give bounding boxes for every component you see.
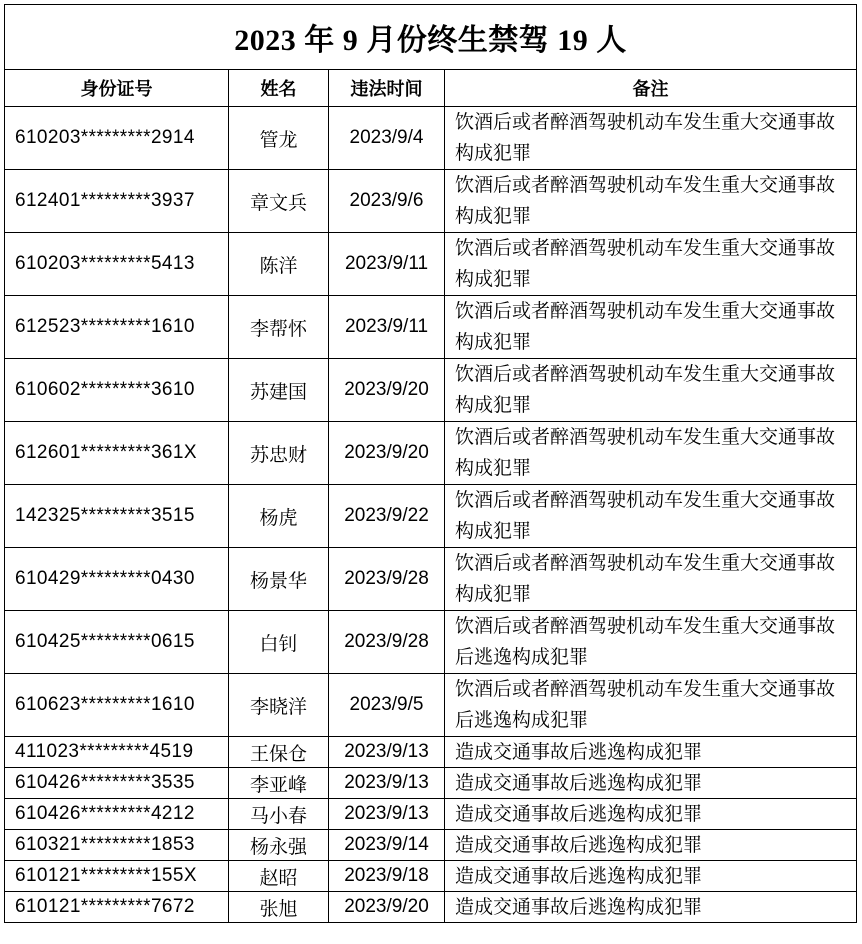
table-row xyxy=(5,485,857,548)
date-cell: 2023/9/13 xyxy=(329,768,445,799)
table-row xyxy=(5,830,857,861)
name-cell: 管龙 xyxy=(229,107,329,170)
date-cell: 2023/9/20 xyxy=(329,422,445,485)
id-cell: 610203*********5413 xyxy=(5,233,229,296)
column-header-note: 备注 xyxy=(445,70,857,107)
table-row xyxy=(5,107,857,170)
date-cell: 2023/9/14 xyxy=(329,830,445,861)
id-cell: 610429*********0430 xyxy=(5,548,229,611)
table-row xyxy=(5,861,857,892)
name-cell: 苏忠财 xyxy=(229,422,329,485)
table-row xyxy=(5,548,857,611)
date-cell: 2023/9/4 xyxy=(329,107,445,170)
date-cell: 2023/9/18 xyxy=(329,861,445,892)
table-row xyxy=(5,233,857,296)
id-cell: 142325*********3515 xyxy=(5,485,229,548)
note-cell: 造成交通事故后逃逸构成犯罪 xyxy=(445,830,857,861)
id-cell: 612401*********3937 xyxy=(5,170,229,233)
name-cell: 苏建国 xyxy=(229,359,329,422)
id-cell: 610121*********7672 xyxy=(5,892,229,923)
table-row xyxy=(5,296,857,359)
note-cell: 饮酒后或者醉酒驾驶机动车发生重大交通事故后逃逸构成犯罪 xyxy=(445,674,857,737)
date-cell: 2023/9/6 xyxy=(329,170,445,233)
name-cell: 马小春 xyxy=(229,799,329,830)
note-cell: 造成交通事故后逃逸构成犯罪 xyxy=(445,737,857,768)
note-cell: 饮酒后或者醉酒驾驶机动车发生重大交通事故构成犯罪 xyxy=(445,107,857,170)
note-cell: 造成交通事故后逃逸构成犯罪 xyxy=(445,799,857,830)
note-cell: 饮酒后或者醉酒驾驶机动车发生重大交通事故构成犯罪 xyxy=(445,422,857,485)
note-cell: 饮酒后或者醉酒驾驶机动车发生重大交通事故构成犯罪 xyxy=(445,485,857,548)
date-cell: 2023/9/13 xyxy=(329,799,445,830)
id-cell: 610426*********3535 xyxy=(5,768,229,799)
date-cell: 2023/9/20 xyxy=(329,892,445,923)
id-cell: 610321*********1853 xyxy=(5,830,229,861)
name-cell: 李亚峰 xyxy=(229,768,329,799)
date-cell: 2023/9/13 xyxy=(329,737,445,768)
note-cell: 造成交通事故后逃逸构成犯罪 xyxy=(445,892,857,923)
date-cell: 2023/9/20 xyxy=(329,359,445,422)
name-cell: 王保仓 xyxy=(229,737,329,768)
table-row xyxy=(5,611,857,674)
column-header-date: 违法时间 xyxy=(329,70,445,107)
note-cell: 饮酒后或者醉酒驾驶机动车发生重大交通事故构成犯罪 xyxy=(445,548,857,611)
ban-list-table xyxy=(4,4,857,923)
table-row xyxy=(5,359,857,422)
table-row xyxy=(5,768,857,799)
date-cell: 2023/9/28 xyxy=(329,548,445,611)
id-cell: 610425*********0615 xyxy=(5,611,229,674)
id-cell: 610602*********3610 xyxy=(5,359,229,422)
note-cell: 饮酒后或者醉酒驾驶机动车发生重大交通事故构成犯罪 xyxy=(445,296,857,359)
note-cell: 造成交通事故后逃逸构成犯罪 xyxy=(445,768,857,799)
name-cell: 杨虎 xyxy=(229,485,329,548)
table-row xyxy=(5,737,857,768)
name-cell: 杨永强 xyxy=(229,830,329,861)
column-header-id: 身份证号 xyxy=(5,70,229,107)
table-row xyxy=(5,674,857,737)
id-cell: 612523*********1610 xyxy=(5,296,229,359)
note-cell: 饮酒后或者醉酒驾驶机动车发生重大交通事故后逃逸构成犯罪 xyxy=(445,611,857,674)
table-row xyxy=(5,170,857,233)
name-cell: 李帮怀 xyxy=(229,296,329,359)
header-row xyxy=(5,70,857,107)
table-row xyxy=(5,892,857,923)
id-cell: 610121*********155X xyxy=(5,861,229,892)
date-cell: 2023/9/11 xyxy=(329,296,445,359)
id-cell: 411023*********4519 xyxy=(5,737,229,768)
id-cell: 612601*********361X xyxy=(5,422,229,485)
note-cell: 饮酒后或者醉酒驾驶机动车发生重大交通事故构成犯罪 xyxy=(445,170,857,233)
id-cell: 610623*********1610 xyxy=(5,674,229,737)
table-title: 2023 年 9 月份终生禁驾 19 人 xyxy=(5,5,857,70)
name-cell: 章文兵 xyxy=(229,170,329,233)
name-cell: 陈洋 xyxy=(229,233,329,296)
name-cell: 杨景华 xyxy=(229,548,329,611)
note-cell: 饮酒后或者醉酒驾驶机动车发生重大交通事故构成犯罪 xyxy=(445,359,857,422)
name-cell: 张旭 xyxy=(229,892,329,923)
date-cell: 2023/9/5 xyxy=(329,674,445,737)
column-header-name: 姓名 xyxy=(229,70,329,107)
id-cell: 610426*********4212 xyxy=(5,799,229,830)
date-cell: 2023/9/28 xyxy=(329,611,445,674)
name-cell: 白钊 xyxy=(229,611,329,674)
id-cell: 610203*********2914 xyxy=(5,107,229,170)
note-cell: 饮酒后或者醉酒驾驶机动车发生重大交通事故构成犯罪 xyxy=(445,233,857,296)
name-cell: 赵昭 xyxy=(229,861,329,892)
table-row xyxy=(5,422,857,485)
name-cell: 李晓洋 xyxy=(229,674,329,737)
note-cell: 造成交通事故后逃逸构成犯罪 xyxy=(445,861,857,892)
date-cell: 2023/9/22 xyxy=(329,485,445,548)
table-row xyxy=(5,799,857,830)
date-cell: 2023/9/11 xyxy=(329,233,445,296)
